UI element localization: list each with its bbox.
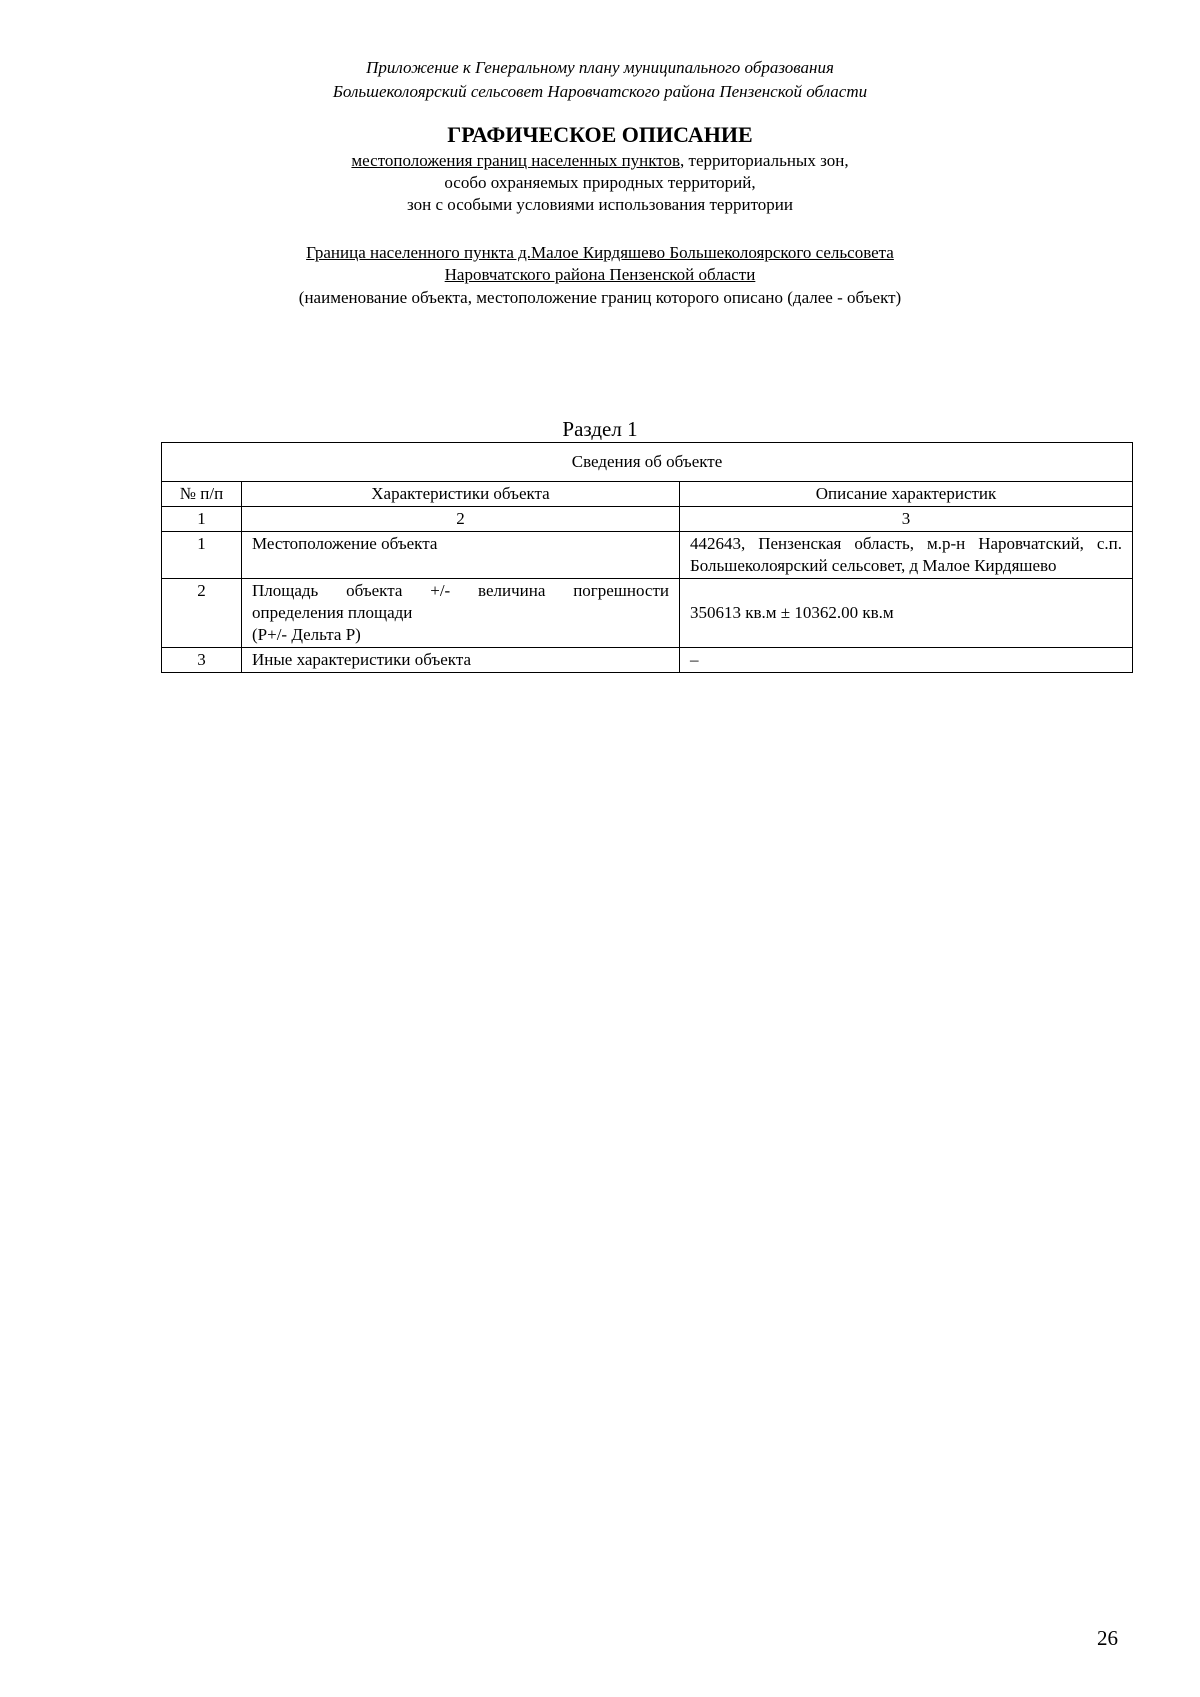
subtitle-line-1 [0,150,1200,172]
row-description: 442643, Пензенская область, м.р-н Наровчатский, с.п. Большеколоярский сельсовет, д Малое Кирдяшево [680,532,1133,579]
table-row [162,579,1133,648]
row-description: – [680,648,1133,673]
object-info-table [161,442,1133,673]
section-title: Раздел 1 [562,417,638,441]
row-characteristic-extra: (Р+/- Дельта Р) [252,625,361,644]
row-number: 3 [162,648,242,673]
header-description: Описание характеристик [680,482,1133,507]
row-characteristic [242,579,680,648]
page-number: 26 [1097,1626,1118,1650]
row-characteristic: Иные характеристики объекта [242,648,680,673]
column-number-3: 3 [680,507,1133,532]
table-row [162,532,1133,579]
table-caption: Сведения об объекте [162,443,1133,482]
subtitle-line-3: зон с особыми условиями использования территории [407,195,793,214]
object-name-line-2 [0,264,1200,286]
table-row [162,648,1133,673]
appendix-line-1: Приложение к Генеральному плану муниципального образования [366,58,834,77]
appendix-line-2: Большеколоярский сельсовет Наровчатского района Пензенской области [332,82,868,101]
header-number: № п/п [162,482,242,507]
object-name-text-2: Наровчатского района Пензенской области [444,265,756,284]
row-characteristic: Местоположение объекта [242,532,680,579]
table-header-row [162,482,1133,507]
document-title: ГРАФИЧЕСКОЕ ОПИСАНИЕ [447,122,753,147]
object-caption: (наименование объекта, местоположение границ которого описано (далее - объект) [298,288,902,307]
column-number-2: 2 [242,507,680,532]
column-number-row [162,507,1133,532]
subtitle-rest-text: , территориальных зон, [680,151,849,170]
column-number-1: 1 [162,507,242,532]
row-number: 2 [162,579,242,648]
subtitle-line-2: особо охраняемых природных территорий, [444,173,756,192]
row-characteristic-text: Площадь объекта +/- величина погрешности определения площади [252,581,669,622]
subtitle-underlined-text: местоположения границ населенных пунктов [351,151,681,170]
object-name-line-1 [0,242,1200,264]
table-caption-row [162,443,1133,482]
row-description: 350613 кв.м ± 10362.00 кв.м [680,579,1133,648]
header-characteristic: Характеристики объекта [242,482,680,507]
object-name-text-1: Граница населенного пункта д.Малое Кирдяшево Большеколоярского сельсовета [306,243,894,262]
row-number: 1 [162,532,242,579]
